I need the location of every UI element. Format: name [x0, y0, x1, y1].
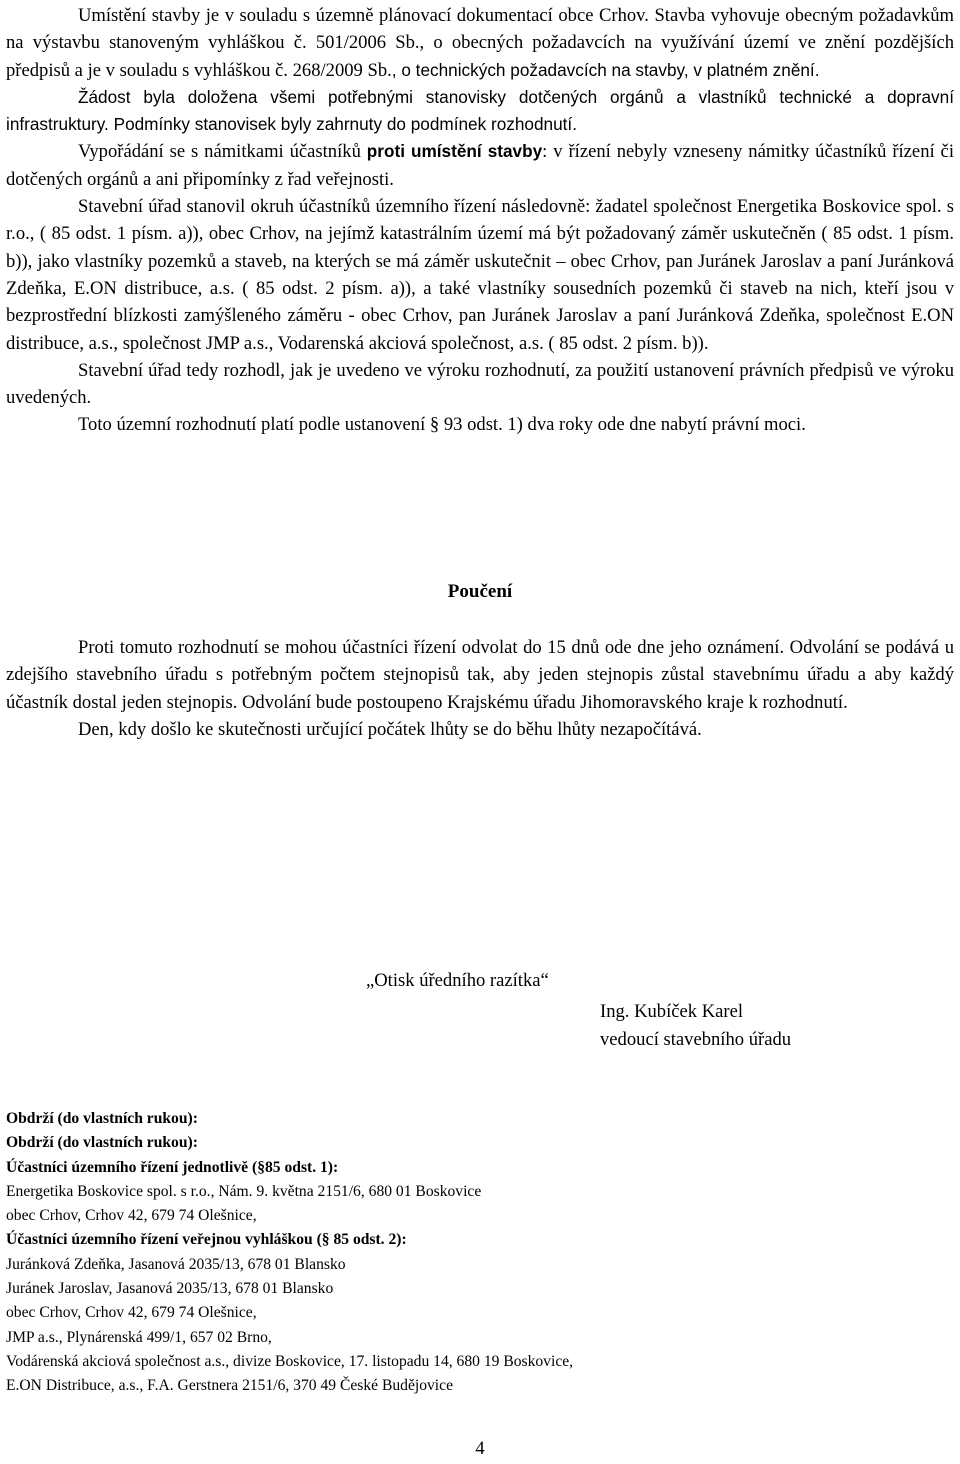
paragraph-validity: Toto územní rozhodnutí platí podle ustanovení § 93 odst. 1) dva roky ode dne nabytí právní moci.: [78, 414, 806, 436]
signer-role: vedoucí stavebního úřadu: [600, 1029, 792, 1050]
paragraph-participants: Stavební úřad stanovil okruh účastníků územního řízení následovně: žadatel společnost Energetika Boskovice spol. s r.o., ( 85 odst. 1 písm. a)), obec Crhov, na jejímž katastrálním území má být požadovaný záměr uskutečněn ( 85 odst. 1 písm. b)), jako vlastníky pozemků a staveb, na kterých se má záměr uskutečnit – obec Crhov, pan Juránek Jaroslav a paní Juránková Zdeňka, E.ON distribuce, a.s. ( 85 odst. 2 písm. a)), a také vlastníky sousedních pozemků či staveb na nich, kteří jsou v bezprostřední blízkosti zamýšleného záměru - obec Crhov, pan Juránek Jaroslav a paní Juránková Zdeňka, společnost E.ON distribuce, a.s., společnost JMP a.s., Vodarenská akciová společnost, a.s. ( 85 odst. 2 písm. b)).: [6, 196, 954, 354]
instruction-heading: Poučení: [447, 581, 513, 602]
signature-block: [600, 998, 791, 1054]
paragraph-zoning-compliance: [6, 2, 954, 84]
recipients-group-heading: Účastníci územního řízení veřejnou vyhláškou (§ 85 odst. 2):: [6, 1231, 407, 1249]
list-item: obec Crhov, Crhov 42, 679 74 Olešnice,: [6, 1304, 257, 1322]
stamp-placeholder: „Otisk úředního razítka“: [366, 970, 549, 991]
paragraph-decision: Stavební úřad tedy rozhodl, jak je uvedeno ve výroku rozhodnutí, za použití ustanovení právních předpisů ve výroku uvedených.: [6, 359, 954, 409]
paragraph-text: : v řízení nebyly vzneseny námitky účastníků řízení či dotčených orgánů a ani připomínky z řad veřejnosti.: [6, 141, 954, 190]
list-item: Vodárenská akciová společnost a.s., divize Boskovice, 17. listopadu 14, 680 19 Boskovice,: [6, 1352, 574, 1370]
signer-name: Ing. Kubíček Karel: [600, 1001, 744, 1022]
paragraph-deadline: Den, kdy došlo ke skutečnosti určující počátek lhůty se do běhu lhůty nezapočítává.: [78, 718, 702, 740]
list-item: Juránková Zdeňka, Jasanová 2035/13, 678 01 Blansko: [6, 1255, 346, 1273]
list-item: E.ON Distribuce, a.s., F.A. Gerstnera 2151/6, 370 49 České Budějovice: [6, 1377, 453, 1395]
paragraph-documentation: Žádost byla doložena všemi potřebnými stanovisky dotčených orgánů a vlastníků technické a dopravní infrastruktury. Podmínky stanovisek byly zahrnuty do podmínek rozhodnutí.: [6, 86, 954, 135]
paragraph-text-sans: , o technických požadavcích na stavby, v platném znění.: [391, 59, 820, 80]
page-number: 4: [475, 1438, 485, 1459]
paragraph-objections: [6, 138, 954, 193]
list-item: Juránek Jaroslav, Jasanová 2035/13, 678 01 Blansko: [6, 1280, 334, 1298]
paragraph-text: Vypořádání se s námitkami účastníků: [78, 141, 367, 163]
instruction-section: [6, 634, 954, 743]
list-item: Energetika Boskovice spol. s r.o., Nám. 9. května 2151/6, 680 01 Boskovice: [6, 1182, 482, 1200]
bold-phrase: proti umístění stavby: [366, 141, 543, 162]
justification-section: [6, 2, 954, 439]
recipients-heading: Obdrží (do vlastních rukou):: [6, 1134, 198, 1152]
list-item: JMP a.s., Plynárenská 499/1, 657 02 Brno,: [6, 1328, 272, 1346]
recipients-list: [6, 1107, 954, 1399]
paragraph-text: Umístění stavby je v souladu s územně plánovací dokumentací obce Crhov. Stavba vyhovuje obecným požadavkům na výstavbu stanoveným vyhláškou č. 501/2006 Sb., o obecných požadavcích na využívání území ve znění pozdějších předpisů a je v souladu s vyhláškou č. 268/2009 Sb.: [6, 5, 954, 81]
recipients-heading: Obdrží (do vlastních rukou):: [6, 1110, 198, 1127]
list-item: obec Crhov, Crhov 42, 679 74 Olešnice,: [6, 1207, 257, 1225]
paragraph-appeal: Proti tomuto rozhodnutí se mohou účastníci řízení odvolat do 15 dnů ode dne jeho oznámení. Odvolání se podává u zdejšího stavebního úřadu s potřebným počtem stejnopisů tak, aby jeden stejnopis zůstal stavebnímu úřadu a aby každý účastník dostal jeden stejnopis. Odvolání bude postoupeno Krajskému úřadu Jihomoravského kraje k rozhodnutí.: [6, 637, 954, 713]
recipients-group-heading: Účastníci územního řízení jednotlivě (§85 odst. 1):: [6, 1158, 339, 1176]
